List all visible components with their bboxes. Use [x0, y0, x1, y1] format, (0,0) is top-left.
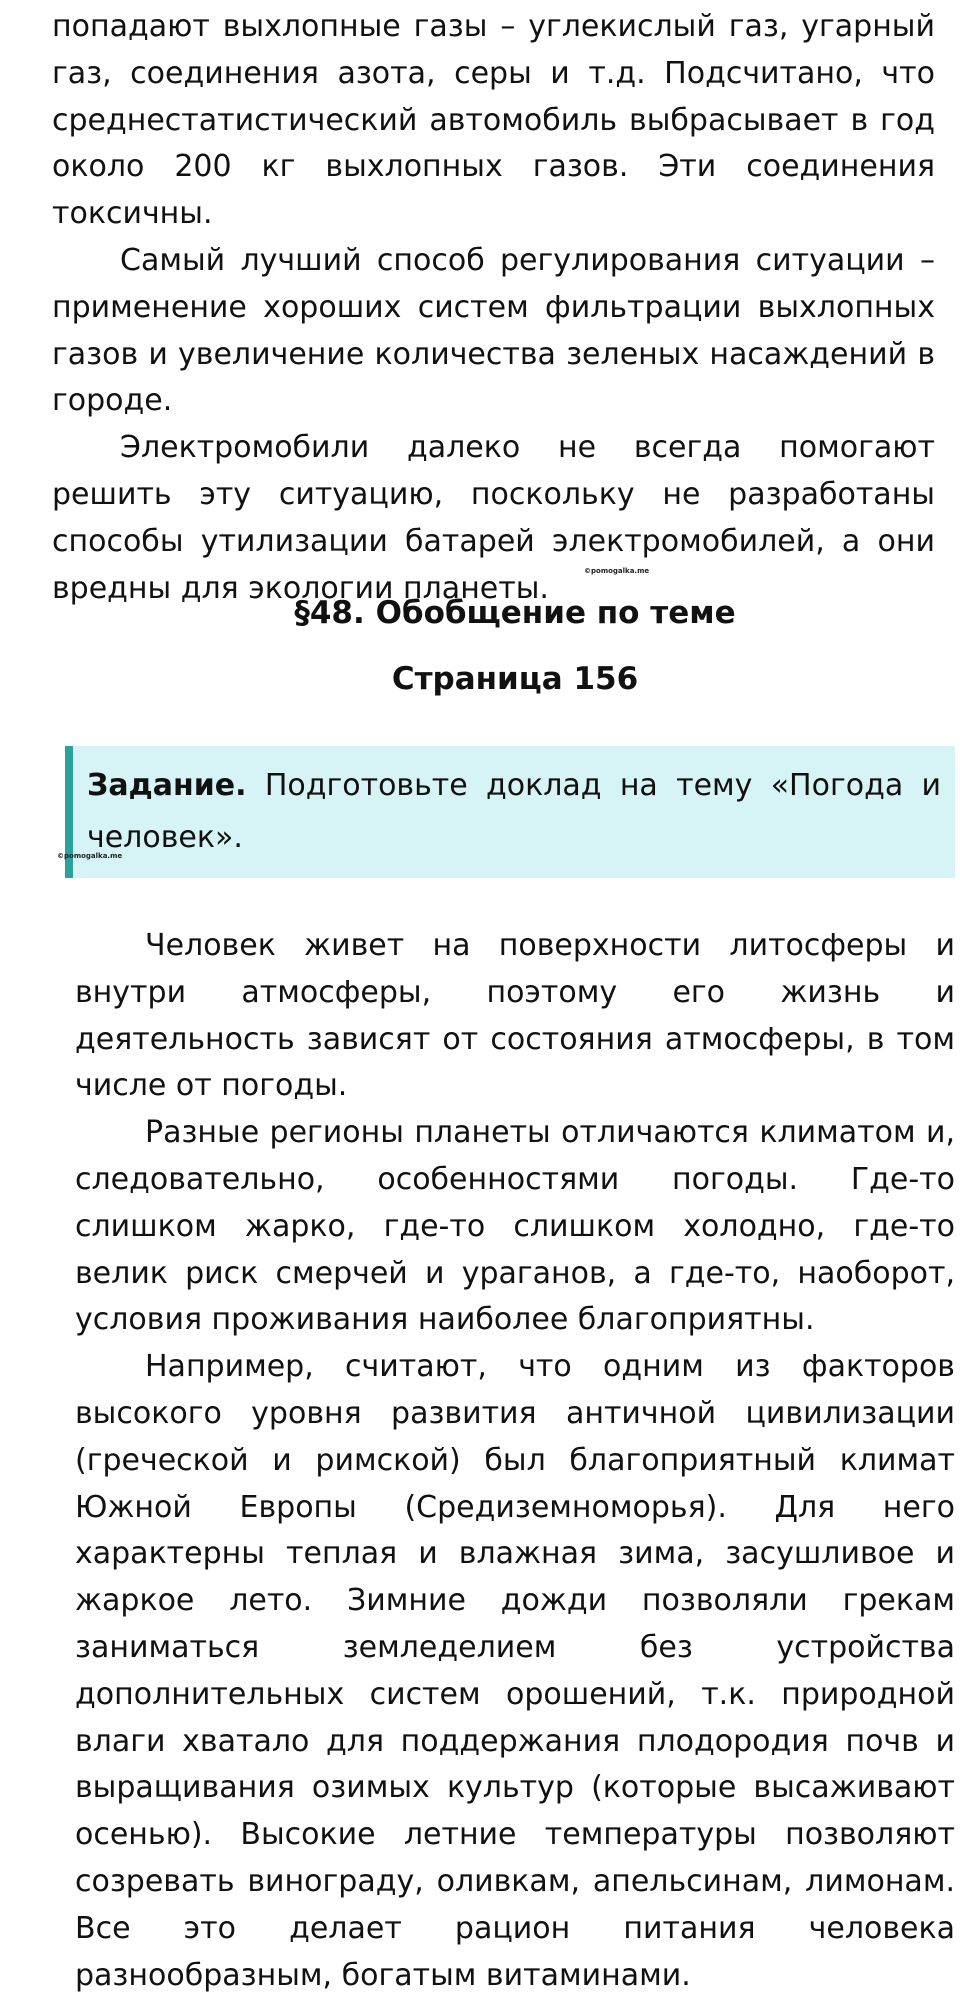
paragraph-exhaust-gases: попадают выхлопные газы – углекислый газ, угарный газ, соединения азота, серы и т.д. Подсчитано, что среднестатистический автомобиль выбрасывает в год около 200 кг выхлопных газов. Эти соединения токсичны.	[52, 9, 935, 232]
paragraph-ancient-civilization: Например, считают, что одним из факторов высокого уровня развития античной цивилизации (греческой и римской) был благоприятный климат Южной Европы (Средиземноморья). Для него характерны теплая и влажная зима, засушливое и жаркое лето. Зимние дожди позволяли грекам заниматься земледелием без устройства дополнительных систем орошений, т.к. природной влаги хватало для поддержания плодородия почв и выращивания озимых культур (которые высаживают осенью). Высокие летние температуры позволяют созревать винограду, оливкам, апельсинам, лимонам. Все это делает рацион питания человека разнообразным, богатым витаминами.	[75, 1349, 955, 1993]
task-box	[65, 746, 955, 878]
task-paragraph	[87, 760, 941, 864]
page-heading: Страница 156	[391, 661, 639, 697]
watermark-text: ©pomogalka.me	[584, 567, 650, 575]
task-text: Подготовьте доклад на тему «Погода и человек».	[87, 768, 941, 855]
task-label: Задание.	[87, 768, 247, 803]
paragraph-human-atmosphere: Человек живет на поверхности литосферы и внутри атмосферы, поэтому его жизнь и деятельность зависят от состояния атмосферы, в том числе от погоды.	[75, 928, 955, 1104]
answer-text-block	[75, 923, 955, 1999]
section-heading: §48. Обобщение по теме	[294, 595, 736, 631]
paragraph-regions-climate: Разные регионы планеты отличаются климатом и, следовательно, особенностями погоды. Где-то слишком жарко, где-то слишком холодно, где-то велик риск смерчей и ураганов, а где-то, наоборот, условия проживания наиболее благоприятны.	[75, 1115, 955, 1338]
top-text-block	[52, 4, 935, 612]
paragraph-electromobiles: Электромобили далеко не всегда помогают решить эту ситуацию, поскольку не разработаны способы утилизации батарей электромобилей, а они вредны для экологии планеты.	[52, 430, 935, 606]
watermark-text: ©pomogalka.me	[57, 852, 123, 860]
paragraph-regulation: Самый лучший способ регулирования ситуации – применение хороших систем фильтрации выхлопных газов и увеличение количества зеленых насаждений в городе.	[52, 242, 935, 419]
